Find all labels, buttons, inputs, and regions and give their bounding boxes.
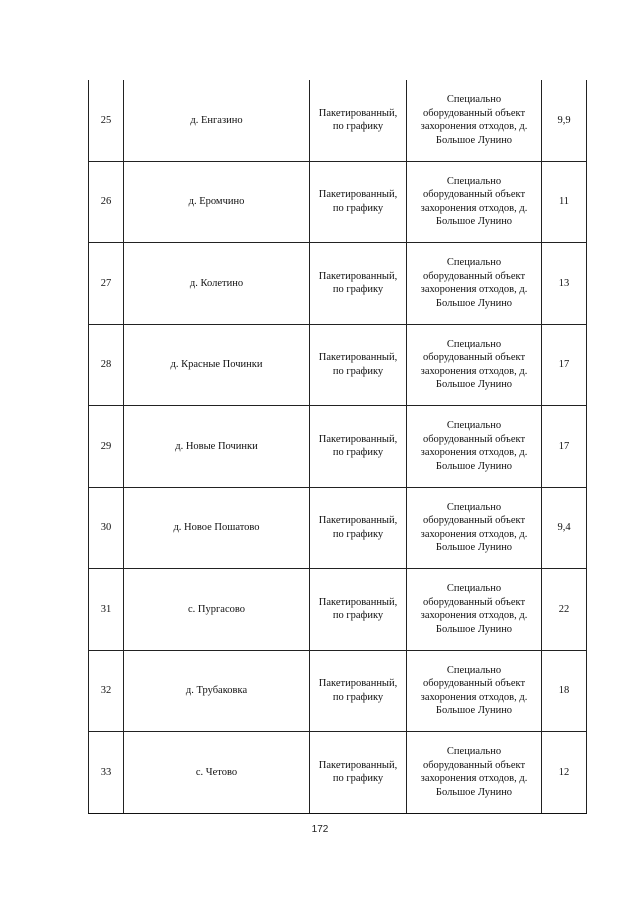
settlement-name: д. Еромчино bbox=[124, 161, 310, 243]
disposal-site-line: Большое Лунино bbox=[435, 297, 513, 309]
collection-method-line: Пакетированный, bbox=[318, 270, 398, 282]
collection-method-line: по графику bbox=[332, 773, 384, 785]
row-number: 29 bbox=[89, 406, 124, 488]
row-number: 30 bbox=[89, 487, 124, 569]
collection-method-line: Пакетированный, bbox=[318, 433, 398, 445]
table-row bbox=[89, 161, 587, 243]
collection-method-line: по графику bbox=[332, 610, 384, 622]
disposal-site-line: захоронения отходов, д. bbox=[420, 528, 528, 540]
disposal-site bbox=[407, 650, 542, 732]
disposal-site-line: Большое Лунино bbox=[435, 216, 513, 228]
settlement-name: д. Новые Починки bbox=[124, 406, 310, 488]
collection-method-line: Пакетированный, bbox=[318, 107, 398, 119]
disposal-site-line: оборудованный объект bbox=[422, 107, 526, 119]
disposal-site-line: захоронения отходов, д. bbox=[420, 121, 528, 133]
distance-value: 13 bbox=[542, 243, 587, 325]
settlement-name: д. Енгазино bbox=[124, 80, 310, 161]
collection-method-line: Пакетированный, bbox=[318, 596, 398, 608]
collection-method bbox=[310, 324, 407, 406]
disposal-site-line: Специально bbox=[446, 338, 502, 350]
row-number: 32 bbox=[89, 650, 124, 732]
disposal-site-line: Специально bbox=[446, 746, 502, 758]
disposal-site-line: Специально bbox=[446, 94, 502, 106]
disposal-site-line: захоронения отходов, д. bbox=[420, 202, 528, 214]
collection-method-line: Пакетированный, bbox=[318, 759, 398, 771]
collection-method-line: по графику bbox=[332, 528, 384, 540]
settlement-name: д. Трубаковка bbox=[124, 650, 310, 732]
table-row bbox=[89, 569, 587, 651]
collection-method-line: Пакетированный, bbox=[318, 678, 398, 690]
collection-method bbox=[310, 569, 407, 651]
disposal-site-line: захоронения отходов, д. bbox=[420, 284, 528, 296]
disposal-site-line: Специально bbox=[446, 257, 502, 269]
collection-method bbox=[310, 243, 407, 325]
collection-method bbox=[310, 650, 407, 732]
disposal-site-line: захоронения отходов, д. bbox=[420, 691, 528, 703]
collection-method bbox=[310, 406, 407, 488]
table-row bbox=[89, 487, 587, 569]
disposal-site-line: Большое Лунино bbox=[435, 786, 513, 798]
disposal-site-line: Большое Лунино bbox=[435, 623, 513, 635]
collection-method-line: по графику bbox=[332, 284, 384, 296]
disposal-site-line: Специально bbox=[446, 501, 502, 513]
collection-method-line: по графику bbox=[332, 202, 384, 214]
disposal-site-line: оборудованный объект bbox=[422, 189, 526, 201]
disposal-site bbox=[407, 406, 542, 488]
row-number: 31 bbox=[89, 569, 124, 651]
collection-method-line: Пакетированный, bbox=[318, 515, 398, 527]
page-number: 172 bbox=[311, 824, 329, 835]
collection-method bbox=[310, 80, 407, 161]
table-row bbox=[89, 650, 587, 732]
row-number: 33 bbox=[89, 732, 124, 814]
disposal-site-line: оборудованный объект bbox=[422, 352, 526, 364]
collection-method-line: Пакетированный, bbox=[318, 352, 398, 364]
row-number: 28 bbox=[89, 324, 124, 406]
disposal-site-line: Большое Лунино bbox=[435, 379, 513, 391]
disposal-site-line: захоронения отходов, д. bbox=[420, 447, 528, 459]
distance-value: 17 bbox=[542, 324, 587, 406]
disposal-site-line: оборудованный объект bbox=[422, 678, 526, 690]
disposal-site bbox=[407, 569, 542, 651]
distance-value: 11 bbox=[542, 161, 587, 243]
distance-value: 9,9 bbox=[542, 80, 587, 161]
distance-value: 9,4 bbox=[542, 487, 587, 569]
settlement-name: с. Пургасово bbox=[124, 569, 310, 651]
disposal-site-line: захоронения отходов, д. bbox=[420, 773, 528, 785]
collection-method-line: по графику bbox=[332, 447, 384, 459]
disposal-site-line: оборудованный объект bbox=[422, 515, 526, 527]
disposal-site bbox=[407, 324, 542, 406]
table-row bbox=[89, 406, 587, 488]
collection-method-line: Пакетированный, bbox=[318, 189, 398, 201]
disposal-site-line: оборудованный объект bbox=[422, 596, 526, 608]
disposal-site bbox=[407, 80, 542, 161]
row-number: 25 bbox=[89, 80, 124, 161]
distance-value: 22 bbox=[542, 569, 587, 651]
disposal-site-line: Специально bbox=[446, 583, 502, 595]
distance-value: 12 bbox=[542, 732, 587, 814]
disposal-site-line: оборудованный объект bbox=[422, 433, 526, 445]
distance-value: 17 bbox=[542, 406, 587, 488]
disposal-site bbox=[407, 487, 542, 569]
waste-collection-table bbox=[88, 80, 587, 814]
table-row bbox=[89, 243, 587, 325]
table-row bbox=[89, 732, 587, 814]
row-number: 27 bbox=[89, 243, 124, 325]
disposal-site-line: Специально bbox=[446, 664, 502, 676]
disposal-site bbox=[407, 732, 542, 814]
disposal-site-line: Большое Лунино bbox=[435, 542, 513, 554]
collection-method bbox=[310, 732, 407, 814]
table-row bbox=[89, 324, 587, 406]
disposal-site-line: оборудованный объект bbox=[422, 759, 526, 771]
distance-value: 18 bbox=[542, 650, 587, 732]
settlement-name: д. Красные Починки bbox=[124, 324, 310, 406]
disposal-site-line: Большое Лунино bbox=[435, 705, 513, 717]
collection-method-line: по графику bbox=[332, 691, 384, 703]
disposal-site-line: Специально bbox=[446, 175, 502, 187]
disposal-site bbox=[407, 243, 542, 325]
disposal-site-line: захоронения отходов, д. bbox=[420, 365, 528, 377]
settlement-name: д. Колетино bbox=[124, 243, 310, 325]
collection-method-line: по графику bbox=[332, 365, 384, 377]
collection-method bbox=[310, 487, 407, 569]
collection-method-line: по графику bbox=[332, 121, 384, 133]
disposal-site-line: Большое Лунино bbox=[435, 460, 513, 472]
disposal-site-line: Большое Лунино bbox=[435, 134, 513, 146]
disposal-site-line: оборудованный объект bbox=[422, 270, 526, 282]
row-number: 26 bbox=[89, 161, 124, 243]
disposal-site-line: захоронения отходов, д. bbox=[420, 610, 528, 622]
settlement-name: д. Новое Пошатово bbox=[124, 487, 310, 569]
disposal-site-line: Специально bbox=[446, 420, 502, 432]
table-body bbox=[89, 80, 587, 813]
disposal-site bbox=[407, 161, 542, 243]
collection-method bbox=[310, 161, 407, 243]
settlement-name: с. Четово bbox=[124, 732, 310, 814]
table-row bbox=[89, 80, 587, 161]
